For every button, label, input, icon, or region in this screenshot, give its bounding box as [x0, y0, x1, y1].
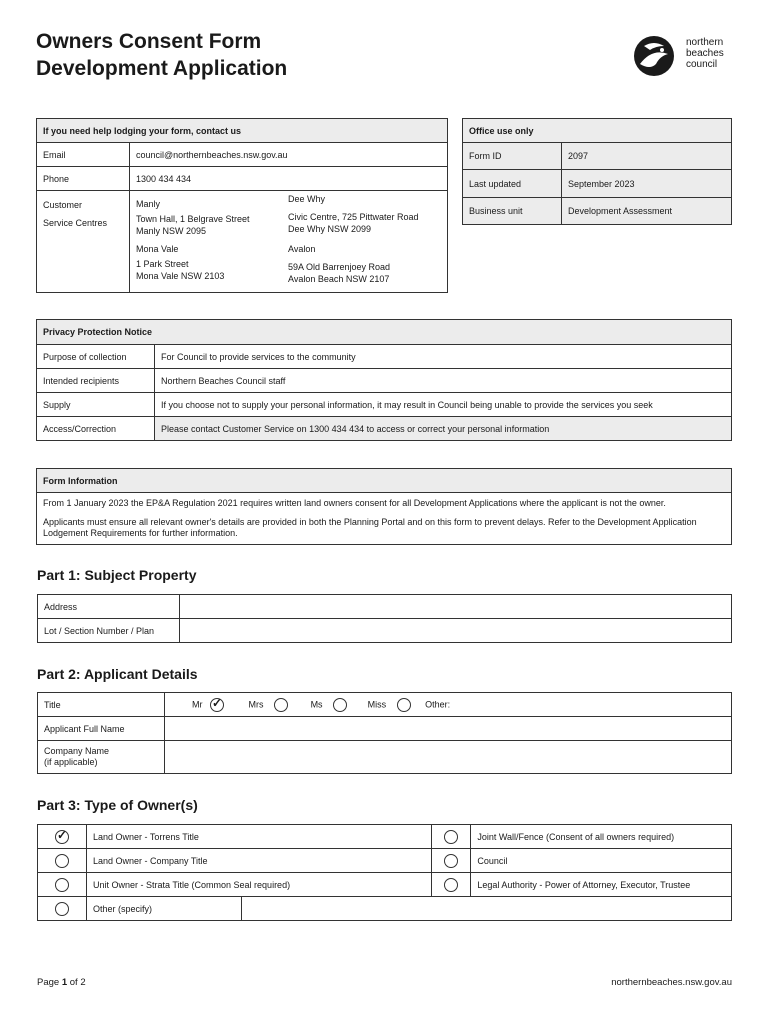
privacy-value: Northern Beaches Council staff: [155, 369, 732, 393]
privacy-label: Supply: [37, 393, 155, 417]
form-info-body: From 1 January 2023 the EP&A Regulation 2021 requires written land owners consent for all Development Applications where the applicant is not the owner. Applicants must ensure all relevant owner's details are provided in both the Planning Portal and on this form to prevent delays. Refer to the Development Application Lodgement Requirements for further information.: [37, 493, 732, 545]
email-value[interactable]: council@northernbeaches.nsw.gov.au: [130, 143, 448, 167]
name-input[interactable]: [165, 717, 732, 741]
ms-radio[interactable]: [333, 698, 347, 712]
miss-radio[interactable]: [397, 698, 411, 712]
name-label: Applicant Full Name: [38, 717, 165, 741]
office-value: Development Assessment: [562, 198, 732, 225]
part3-table: [37, 824, 732, 921]
centre-deewhy: Dee Why Civic Centre, 725 Pittwater Road Dee Why NSW 2099: [288, 194, 419, 234]
company-input[interactable]: [165, 741, 732, 774]
company-label: Company Name (if applicable): [38, 741, 165, 774]
address-label: Address: [38, 595, 180, 619]
office-label: Business unit: [463, 198, 562, 225]
address-input[interactable]: [180, 595, 732, 619]
logo-line3: council: [686, 59, 718, 70]
privacy-label: Intended recipients: [37, 369, 155, 393]
privacy-label: Access/Correction: [37, 417, 155, 441]
privacy-header: Privacy Protection Notice: [37, 320, 732, 345]
part1-table: [37, 594, 732, 643]
privacy-value: Please contact Customer Service on 1300 434 434 to access or correct your personal information: [155, 417, 732, 441]
page-number: Page 1 of 2: [37, 977, 86, 988]
part2-table: [37, 692, 732, 774]
email-label: Email: [37, 143, 130, 167]
lot-label: Lot / Section Number / Plan: [38, 619, 180, 643]
part1-title: Part 1: Subject Property: [37, 567, 197, 583]
title-options: Mr ✓ Mrs Ms Miss Other:: [165, 693, 732, 717]
centre-manly: Manly Town Hall, 1 Belgrave Street Manly NSW 2095: [136, 199, 250, 236]
office-label: Last updated: [463, 170, 562, 198]
council-radio[interactable]: [444, 854, 458, 868]
privacy-label: Purpose of collection: [37, 345, 155, 369]
lot-input[interactable]: [180, 619, 732, 643]
part3-title: Part 3: Type of Owner(s): [37, 797, 198, 813]
form-info-table: [36, 468, 732, 545]
privacy-table: [36, 319, 732, 441]
website-link[interactable]: northernbeaches.nsw.gov.au: [611, 977, 732, 988]
other-owner-radio[interactable]: [55, 902, 69, 916]
legal-authority-radio[interactable]: [444, 878, 458, 892]
contact-table: [36, 118, 448, 293]
council-logo: [630, 34, 740, 78]
centre-monavale: Mona Vale 1 Park Street Mona Vale NSW 2103: [136, 244, 225, 281]
centres-label: Customer Service Centres: [37, 191, 130, 293]
form-info-header: Form Information: [37, 469, 732, 493]
office-label: Form ID: [463, 143, 562, 170]
part2-title: Part 2: Applicant Details: [37, 666, 198, 682]
option-label: Legal Authority - Power of Attorney, Executor, Trustee: [471, 873, 732, 897]
page-title: Owners Consent Form Development Application: [36, 30, 288, 80]
office-header: Office use only: [463, 119, 732, 143]
company-title-radio[interactable]: [55, 854, 69, 868]
option-label: Unit Owner - Strata Title (Common Seal required): [87, 873, 432, 897]
centre-avalon: Avalon 59A Old Barrenjoey Road Avalon Beach NSW 2107: [288, 244, 391, 284]
option-label: Joint Wall/Fence (Consent of all owners required): [471, 825, 732, 849]
office-value: 2097: [562, 143, 732, 170]
logo-line1: northern: [686, 37, 724, 48]
title-label: Title: [38, 693, 165, 717]
land-owner-torrens-radio-checked[interactable]: [55, 830, 69, 844]
option-label: Land Owner - Company Title: [87, 849, 432, 873]
option-label: Other (specify): [87, 897, 242, 921]
mr-radio-checked[interactable]: [210, 698, 224, 712]
mrs-radio[interactable]: [274, 698, 288, 712]
option-label: Land Owner - Torrens Title: [87, 825, 432, 849]
joint-wall-radio[interactable]: [444, 830, 458, 844]
other-label: Other:: [425, 698, 451, 709]
privacy-value: For Council to provide services to the community: [155, 345, 732, 369]
office-value: September 2023: [562, 170, 732, 198]
contact-header: If you need help lodging your form, contact us: [37, 119, 448, 143]
privacy-value: If you choose not to supply your personal information, it may result in Council being unable to provide the services you seek: [155, 393, 732, 417]
phone-value[interactable]: 1300 434 434: [130, 167, 448, 191]
phone-label: Phone: [37, 167, 130, 191]
logo-line2: beaches: [686, 48, 724, 59]
other-owner-input[interactable]: [242, 897, 732, 921]
option-label: Council: [471, 849, 732, 873]
office-table: [462, 118, 732, 225]
strata-title-radio[interactable]: [55, 878, 69, 892]
council-logo-icon: [630, 34, 684, 78]
